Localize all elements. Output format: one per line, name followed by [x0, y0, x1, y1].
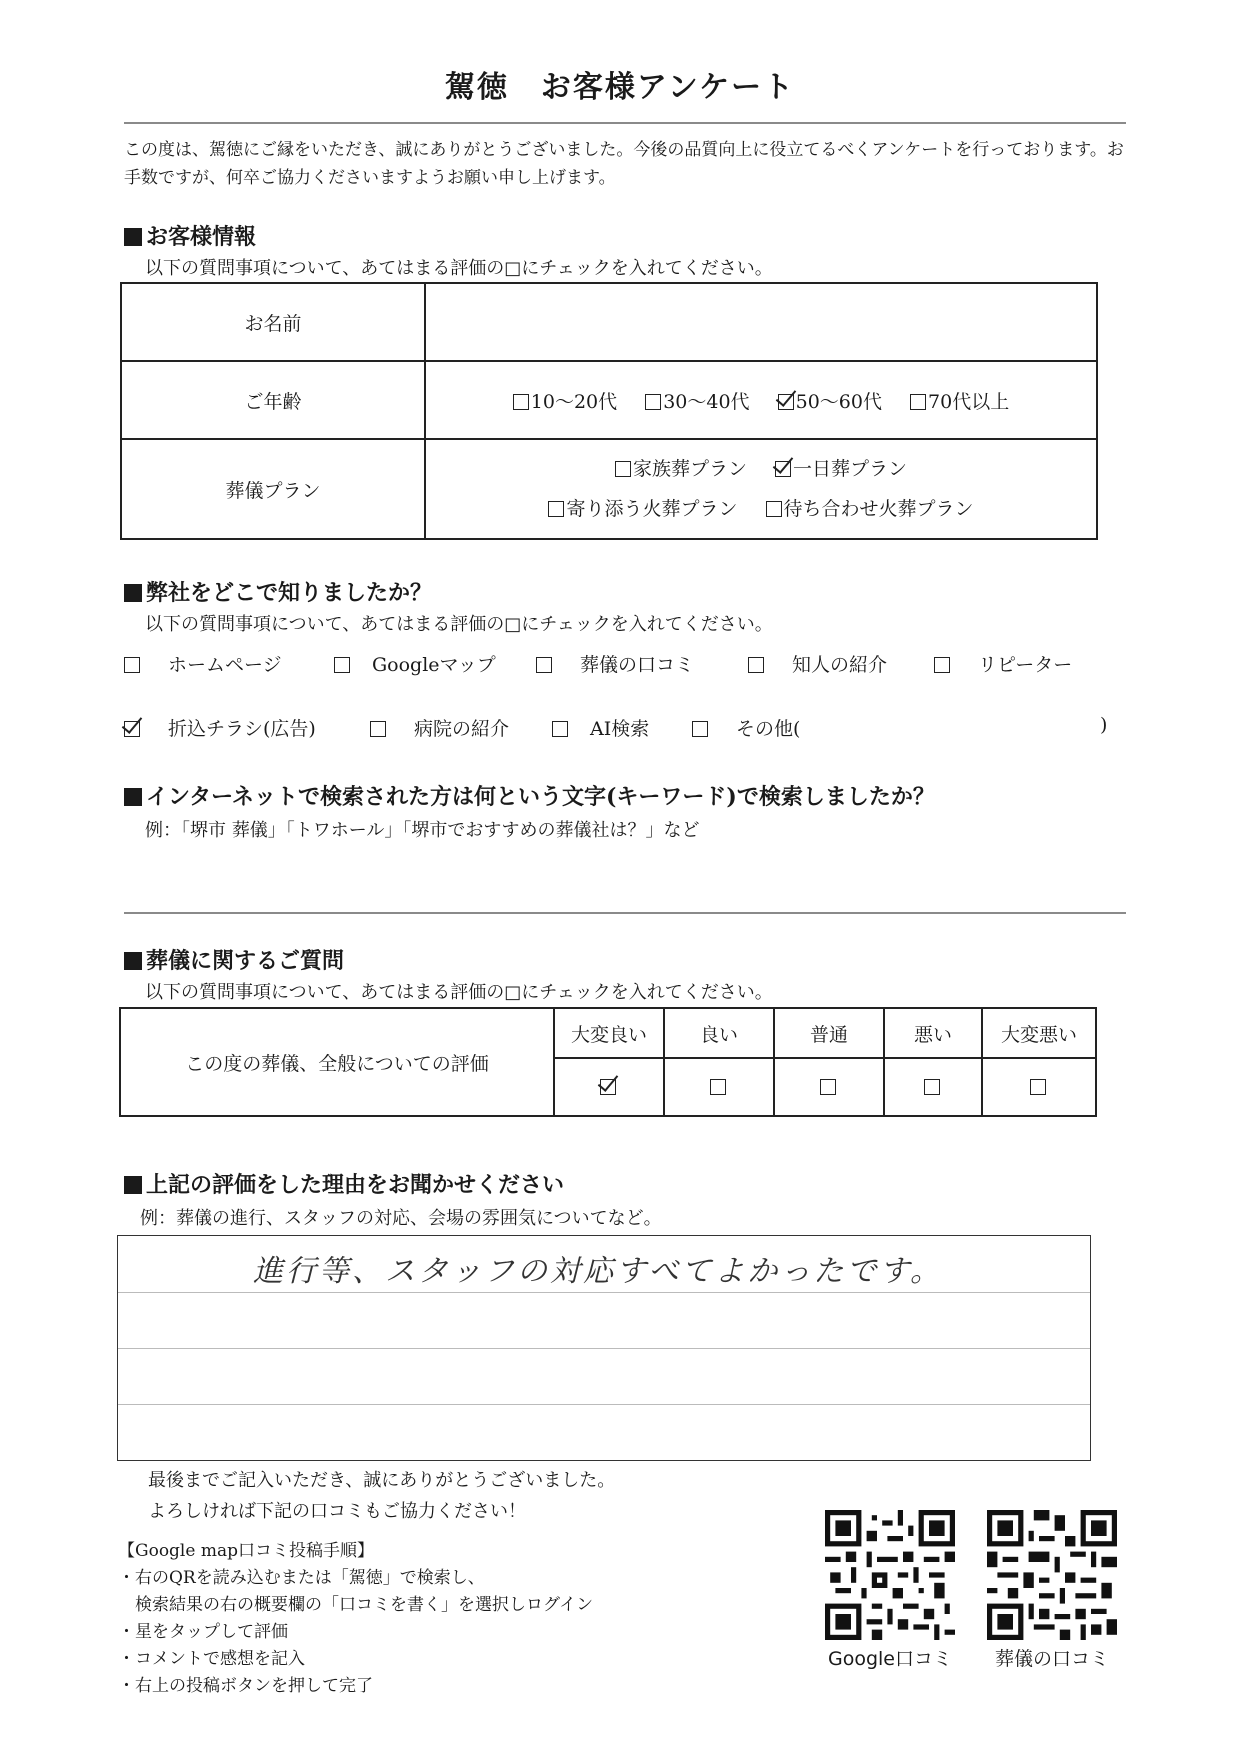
age-label: ご年齢	[121, 361, 425, 439]
qr-caption: Google口コミ	[827, 1648, 952, 1670]
rating-header: 良い	[664, 1008, 774, 1058]
rating-cell	[774, 1058, 884, 1116]
checkbox-checked[interactable]	[124, 721, 140, 737]
checkbox-checked[interactable]	[775, 461, 791, 477]
rating-cell	[982, 1058, 1096, 1116]
checkbox[interactable]	[934, 657, 950, 673]
checkbox[interactable]	[766, 501, 782, 517]
checkbox[interactable]	[820, 1079, 836, 1095]
checkbox[interactable]	[910, 394, 926, 410]
rating-question: この度の葬儀、全般についての評価	[120, 1008, 554, 1116]
checkbox[interactable]	[552, 721, 568, 737]
age-option[interactable]: 70代以上	[910, 387, 1009, 414]
closing-request: よろしければ下記の口コミもご協力ください！	[148, 1501, 526, 1522]
checkbox[interactable]	[645, 394, 661, 410]
google-step: ・星をタップして評価	[118, 1622, 288, 1642]
plan-label: 葬儀プラン	[121, 439, 425, 539]
age-option[interactable]: 10～20代	[513, 387, 617, 414]
section-heading-reason: 上記の評価をした理由をお聞かせください	[124, 1168, 564, 1199]
google-steps-heading: 【Google map口コミ投稿手順】	[118, 1541, 374, 1561]
source-option[interactable]: 葬儀の口コミ	[536, 650, 694, 677]
customer-instruction: 以下の質問事項について、あてはまる評価の□にチェックを入れてください。	[145, 258, 773, 279]
rating-header: 普通	[774, 1008, 884, 1058]
age-options	[425, 361, 1097, 439]
plan-option[interactable]: 家族葬プラン	[615, 449, 747, 489]
qr-google[interactable]	[824, 1510, 956, 1671]
plan-option[interactable]: 待ち合わせ火葬プラン	[766, 489, 974, 529]
rating-table	[119, 1007, 1097, 1117]
rating-cell	[884, 1058, 982, 1116]
google-steps	[118, 1538, 593, 1700]
source-option[interactable]: 折込チラシ(広告)	[124, 714, 316, 741]
checkbox[interactable]	[710, 1079, 726, 1095]
checkbox-checked[interactable]	[600, 1079, 616, 1095]
source-option[interactable]: 知人の紹介	[748, 650, 887, 677]
source-option[interactable]: Googleマップ	[334, 650, 496, 677]
plan-options	[425, 439, 1097, 539]
rating-cell	[664, 1058, 774, 1116]
checkbox[interactable]	[1030, 1079, 1046, 1095]
checkbox[interactable]	[513, 394, 529, 410]
google-step: ・右上の投稿ボタンを押して完了	[118, 1676, 373, 1696]
rating-header: 悪い	[884, 1008, 982, 1058]
source-option[interactable]: ホームページ	[124, 650, 282, 677]
age-option[interactable]: 50～60代	[778, 387, 882, 414]
checkbox[interactable]	[548, 501, 564, 517]
checkbox[interactable]	[124, 657, 140, 673]
google-step: ・コメントで感想を記入	[118, 1649, 305, 1669]
checkbox[interactable]	[924, 1079, 940, 1095]
source-option[interactable]: AI検索	[552, 714, 649, 741]
section-heading-customer: お客様情報	[124, 220, 256, 251]
age-option[interactable]: 30～40代	[645, 387, 749, 414]
name-label: お名前	[121, 283, 425, 361]
closing-thanks: 最後までご記入いただき、誠にありがとうございました。	[148, 1470, 616, 1491]
google-step: ・右のQRを読み込むまたは「駕徳」で検索し、	[118, 1568, 485, 1588]
name-field[interactable]	[425, 283, 1097, 361]
section-heading-source: 弊社をどこで知りましたか？	[124, 576, 432, 607]
rating-header: 大変悪い	[982, 1008, 1096, 1058]
reason-handwritten-answer: 進行等、スタッフの対応すべてよかったです。	[253, 1254, 943, 1289]
plan-option[interactable]: 一日葬プラン	[775, 449, 907, 489]
source-option[interactable]: 病院の紹介	[370, 714, 509, 741]
checkbox[interactable]	[536, 657, 552, 673]
reason-example: 例：葬儀の進行、スタッフの対応、会場の雰囲気についてなど。	[140, 1208, 662, 1229]
search-example: 例：「堺市 葬儀」「トワホール」「堺市でおすすめの葬儀社は？」など	[145, 820, 700, 841]
qr-code-icon	[987, 1510, 1117, 1640]
intro-text: この度は、駕徳にご縁をいただき、誠にありがとうございました。今後の品質向上に役立てるべくアンケートを行っております。お手数ですが、何卒ご協力くださいますようお願い申し上げます。	[124, 140, 1124, 188]
source-options	[124, 650, 1124, 740]
qr-funeral-review[interactable]	[982, 1510, 1122, 1671]
source-option[interactable]: その他(	[692, 714, 800, 741]
section-heading-rating: 葬儀に関するご質問	[124, 944, 344, 975]
checkbox[interactable]	[615, 461, 631, 477]
plan-option[interactable]: 寄り添う火葬プラン	[548, 489, 737, 529]
page-title: 駕徳 お客様アンケート	[444, 70, 796, 105]
rating-instruction: 以下の質問事項について、あてはまる評価の□にチェックを入れてください。	[145, 982, 773, 1003]
customer-info-table	[120, 282, 1098, 540]
section-heading-search: インターネットで検索された方は何という文字(キーワード)で検索しましたか？	[124, 780, 935, 811]
qr-caption: 葬儀の口コミ	[994, 1648, 1109, 1670]
rating-header: 大変良い	[554, 1008, 664, 1058]
checkbox[interactable]	[692, 721, 708, 737]
qr-code-icon	[825, 1510, 955, 1640]
reason-answer-box[interactable]	[117, 1235, 1091, 1461]
rating-cell	[554, 1058, 664, 1116]
title-divider	[124, 122, 1126, 124]
checkbox[interactable]	[370, 721, 386, 737]
checkbox-checked[interactable]	[778, 394, 794, 410]
other-close-paren: )	[1100, 714, 1108, 736]
search-answer-field[interactable]	[145, 860, 1115, 900]
search-answer-line	[124, 912, 1126, 914]
google-step: 検索結果の右の概要欄の「口コミを書く」を選択しログイン	[118, 1595, 594, 1615]
checkbox[interactable]	[334, 657, 350, 673]
checkbox[interactable]	[748, 657, 764, 673]
source-instruction: 以下の質問事項について、あてはまる評価の□にチェックを入れてください。	[145, 614, 773, 635]
source-option[interactable]: リピーター	[934, 650, 1072, 677]
